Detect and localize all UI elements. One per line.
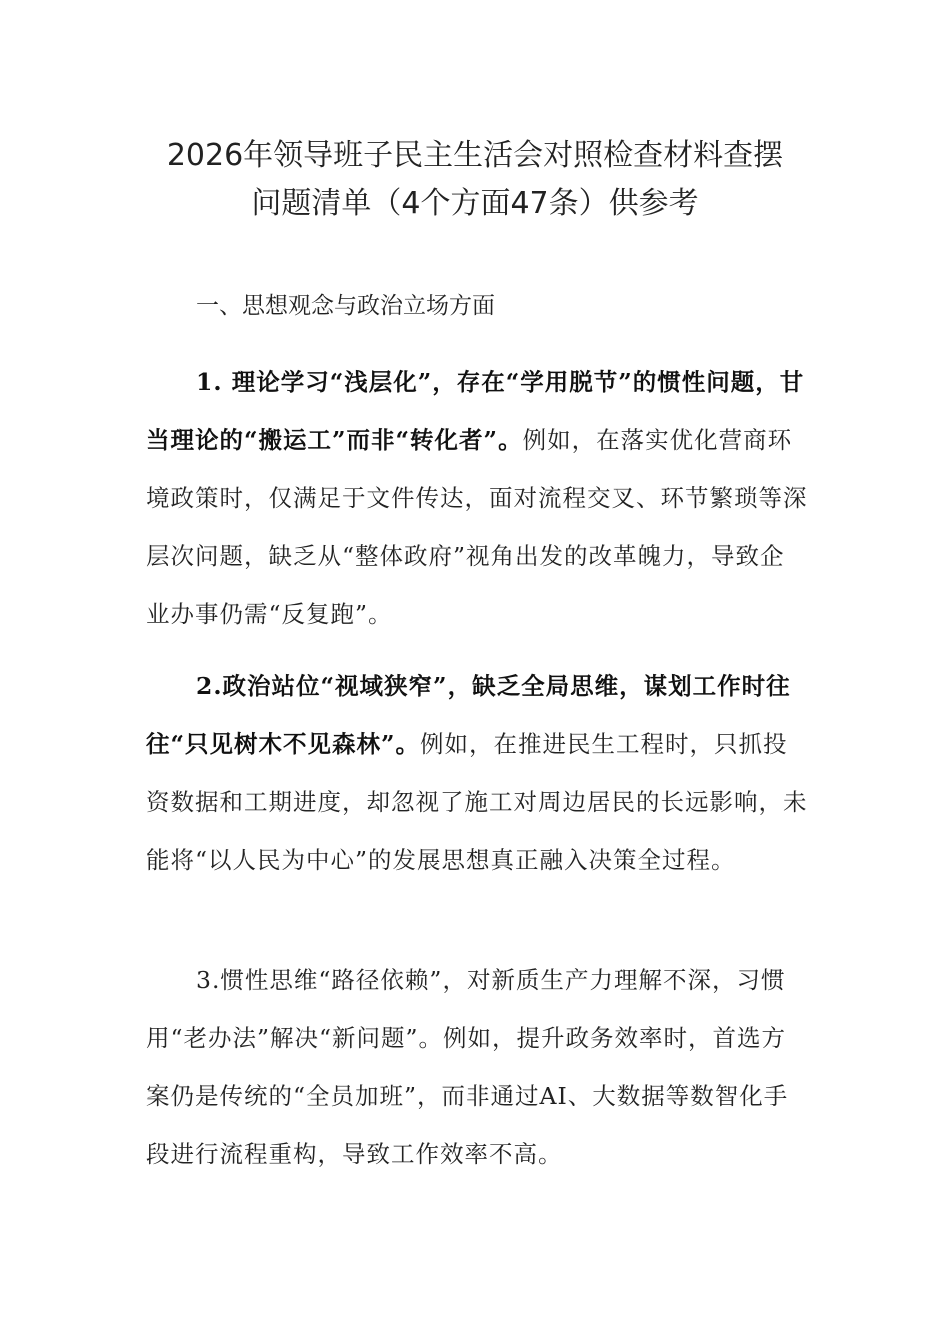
section-heading: 一、思想观念与政治立场方面 xyxy=(196,293,495,319)
paragraph-body: 例如，在落实优化营商环境政策时，仅满足于文件传达，面对流程交叉、环节繁琐等深层次问题，缺乏从“整体政府”视角出发的改革魄力，导致企业办事仍需“反复跑”。 xyxy=(146,426,808,628)
document-title-line-2: 问题清单（4个方面47条）供参考 xyxy=(251,186,699,221)
paragraph-item-1 xyxy=(146,353,808,643)
paragraph-item-2 xyxy=(146,657,808,889)
paragraph-lead: 1. 理论学习“浅层化”，存在“学用脱节”的惯性问题，甘当理论的“搬运工”而非“转化者”。 xyxy=(146,368,805,454)
paragraph-item-3 xyxy=(146,951,808,1183)
document-title-line-1: 2026年领导班子民主生活会对照检查材料查摆 xyxy=(166,138,784,173)
paragraph-lead: 2.政治站位“视域狭窄”，缺乏全局思维，谋划工作时往往“只见树木不见森林”。 xyxy=(146,672,791,758)
paragraph-body: 3.惯性思维“路径依赖”，对新质生产力理解不深，习惯用“老办法”解决“新问题”。例如，提升政务效率时，首选方案仍是传统的“全员加班”，而非通过AI、大数据等数智化手段进行流程重构，导致工作效率不高。 xyxy=(146,966,789,1168)
paragraph-body: 例如，在推进民生工程时，只抓投资数据和工期进度，却忽视了施工对周边居民的长远影响，未能将“以人民为中心”的发展思想真正融入决策全过程。 xyxy=(146,730,808,874)
